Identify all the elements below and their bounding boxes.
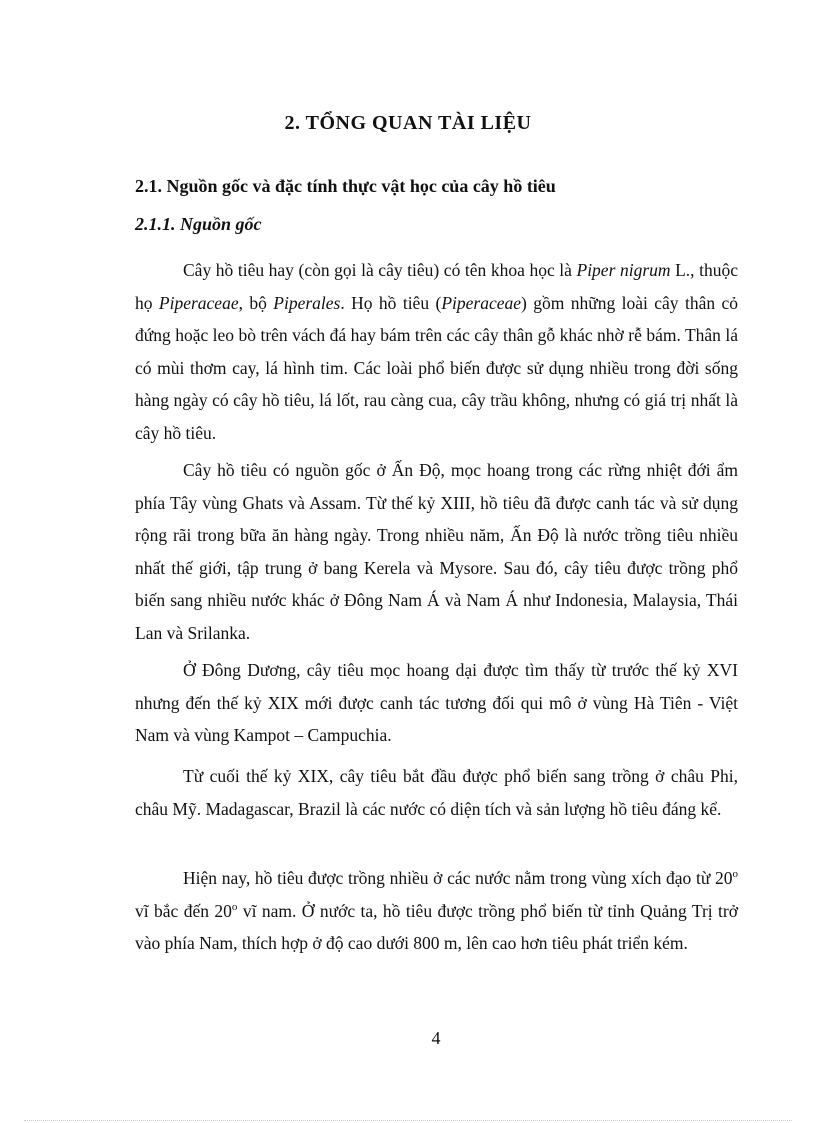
paragraph-africa-america: Từ cuối thế kỷ XIX, cây tiêu bắt đầu được phổ biến sang trồng ở châu Phi, châu Mỹ. Madagascar, Brazil là các nước có diện tích và sản lượng hồ tiêu đáng kể. <box>135 766 738 819</box>
family-name: Piperaceae <box>441 292 521 313</box>
section-heading: 2.1. Nguồn gốc và đặc tính thực vật học của cây hồ tiêu <box>135 176 556 196</box>
subsection-heading: 2.1.1. Nguồn gốc <box>135 214 262 234</box>
order-name: Piperales <box>273 292 341 313</box>
text-run: Cây hồ tiêu hay (còn gọi là cây tiêu) có tên khoa học là <box>183 260 577 280</box>
paragraph-india-origin: Cây hồ tiêu có nguồn gốc ở Ấn Độ, mọc hoang trong các rừng nhiệt đới ẩm phía Tây vùng Ghats và Assam. Từ thế kỷ XIII, hồ tiêu đã được canh tác và sử dụng rộng rãi trong bữa ăn hàng ngày. Trong nhiều năm, Ấn Độ là nước trồng tiêu nhiều nhất thế giới, tập trung ở bang Kerela và Mysore. Sau đó, cây tiêu được trồng phổ biến sang nhiều nước khác ở Đông Nam Á và Nam Á như Indonesia, Malaysia, Thái Lan và Srilanka. <box>135 460 738 643</box>
paragraph-origin-taxonomy <box>135 254 738 449</box>
text-run: . Họ hồ tiêu ( <box>340 292 442 313</box>
footer-divider <box>24 1120 792 1121</box>
family-name: Piperaceae <box>158 292 239 313</box>
text-run: , bộ <box>238 292 274 313</box>
text-run: Hiện nay, hồ tiêu được trồng nhiều ở các nước nằm trong vùng xích đạo từ 20 <box>183 868 733 888</box>
degree-mark: o <box>231 900 238 913</box>
scientific-name: Piper nigrum <box>576 260 671 280</box>
chapter-title: 2. TỔNG QUAN TÀI LIỆU <box>284 112 532 134</box>
text-run: L., thuộc họ <box>135 260 738 313</box>
paragraph-indochina: Ở Đông Dương, cây tiêu mọc hoang dại được tìm thấy từ trước thế kỷ XVI nhưng đến thế kỷ XIX mới được canh tác tương đối qui mô ở vùng Hà Tiên - Việt Nam và vùng Kampot – Campuchia. <box>135 660 738 745</box>
text-run: vĩ nam. Ở nước ta, hồ tiêu được trồng phổ biến từ tỉnh Quảng Trị trở vào phía Nam, thích hợp ở độ cao dưới 800 m, lên cao hơn tiêu phát triển kém. <box>135 900 739 953</box>
text-run: vĩ bắc đến 20 <box>135 900 232 921</box>
degree-mark: o <box>732 868 738 881</box>
text-run: ) gồm những loài cây thân cỏ đứng hoặc leo bò trên vách đá hay bám trên các cây thân gỗ khác nhờ rễ bám. Thân lá có mùi thơm cay, lá hình tim. Các loài phổ biến được sử dụng nhiều trong đời sống hàng ngày có cây hồ tiêu, lá lốt, rau càng cua, cây trầu không, nhưng có giá trị nhất là cây hồ tiêu. <box>135 292 739 443</box>
page-number: 4 <box>431 1028 441 1048</box>
paragraph-current-distribution <box>135 862 738 960</box>
